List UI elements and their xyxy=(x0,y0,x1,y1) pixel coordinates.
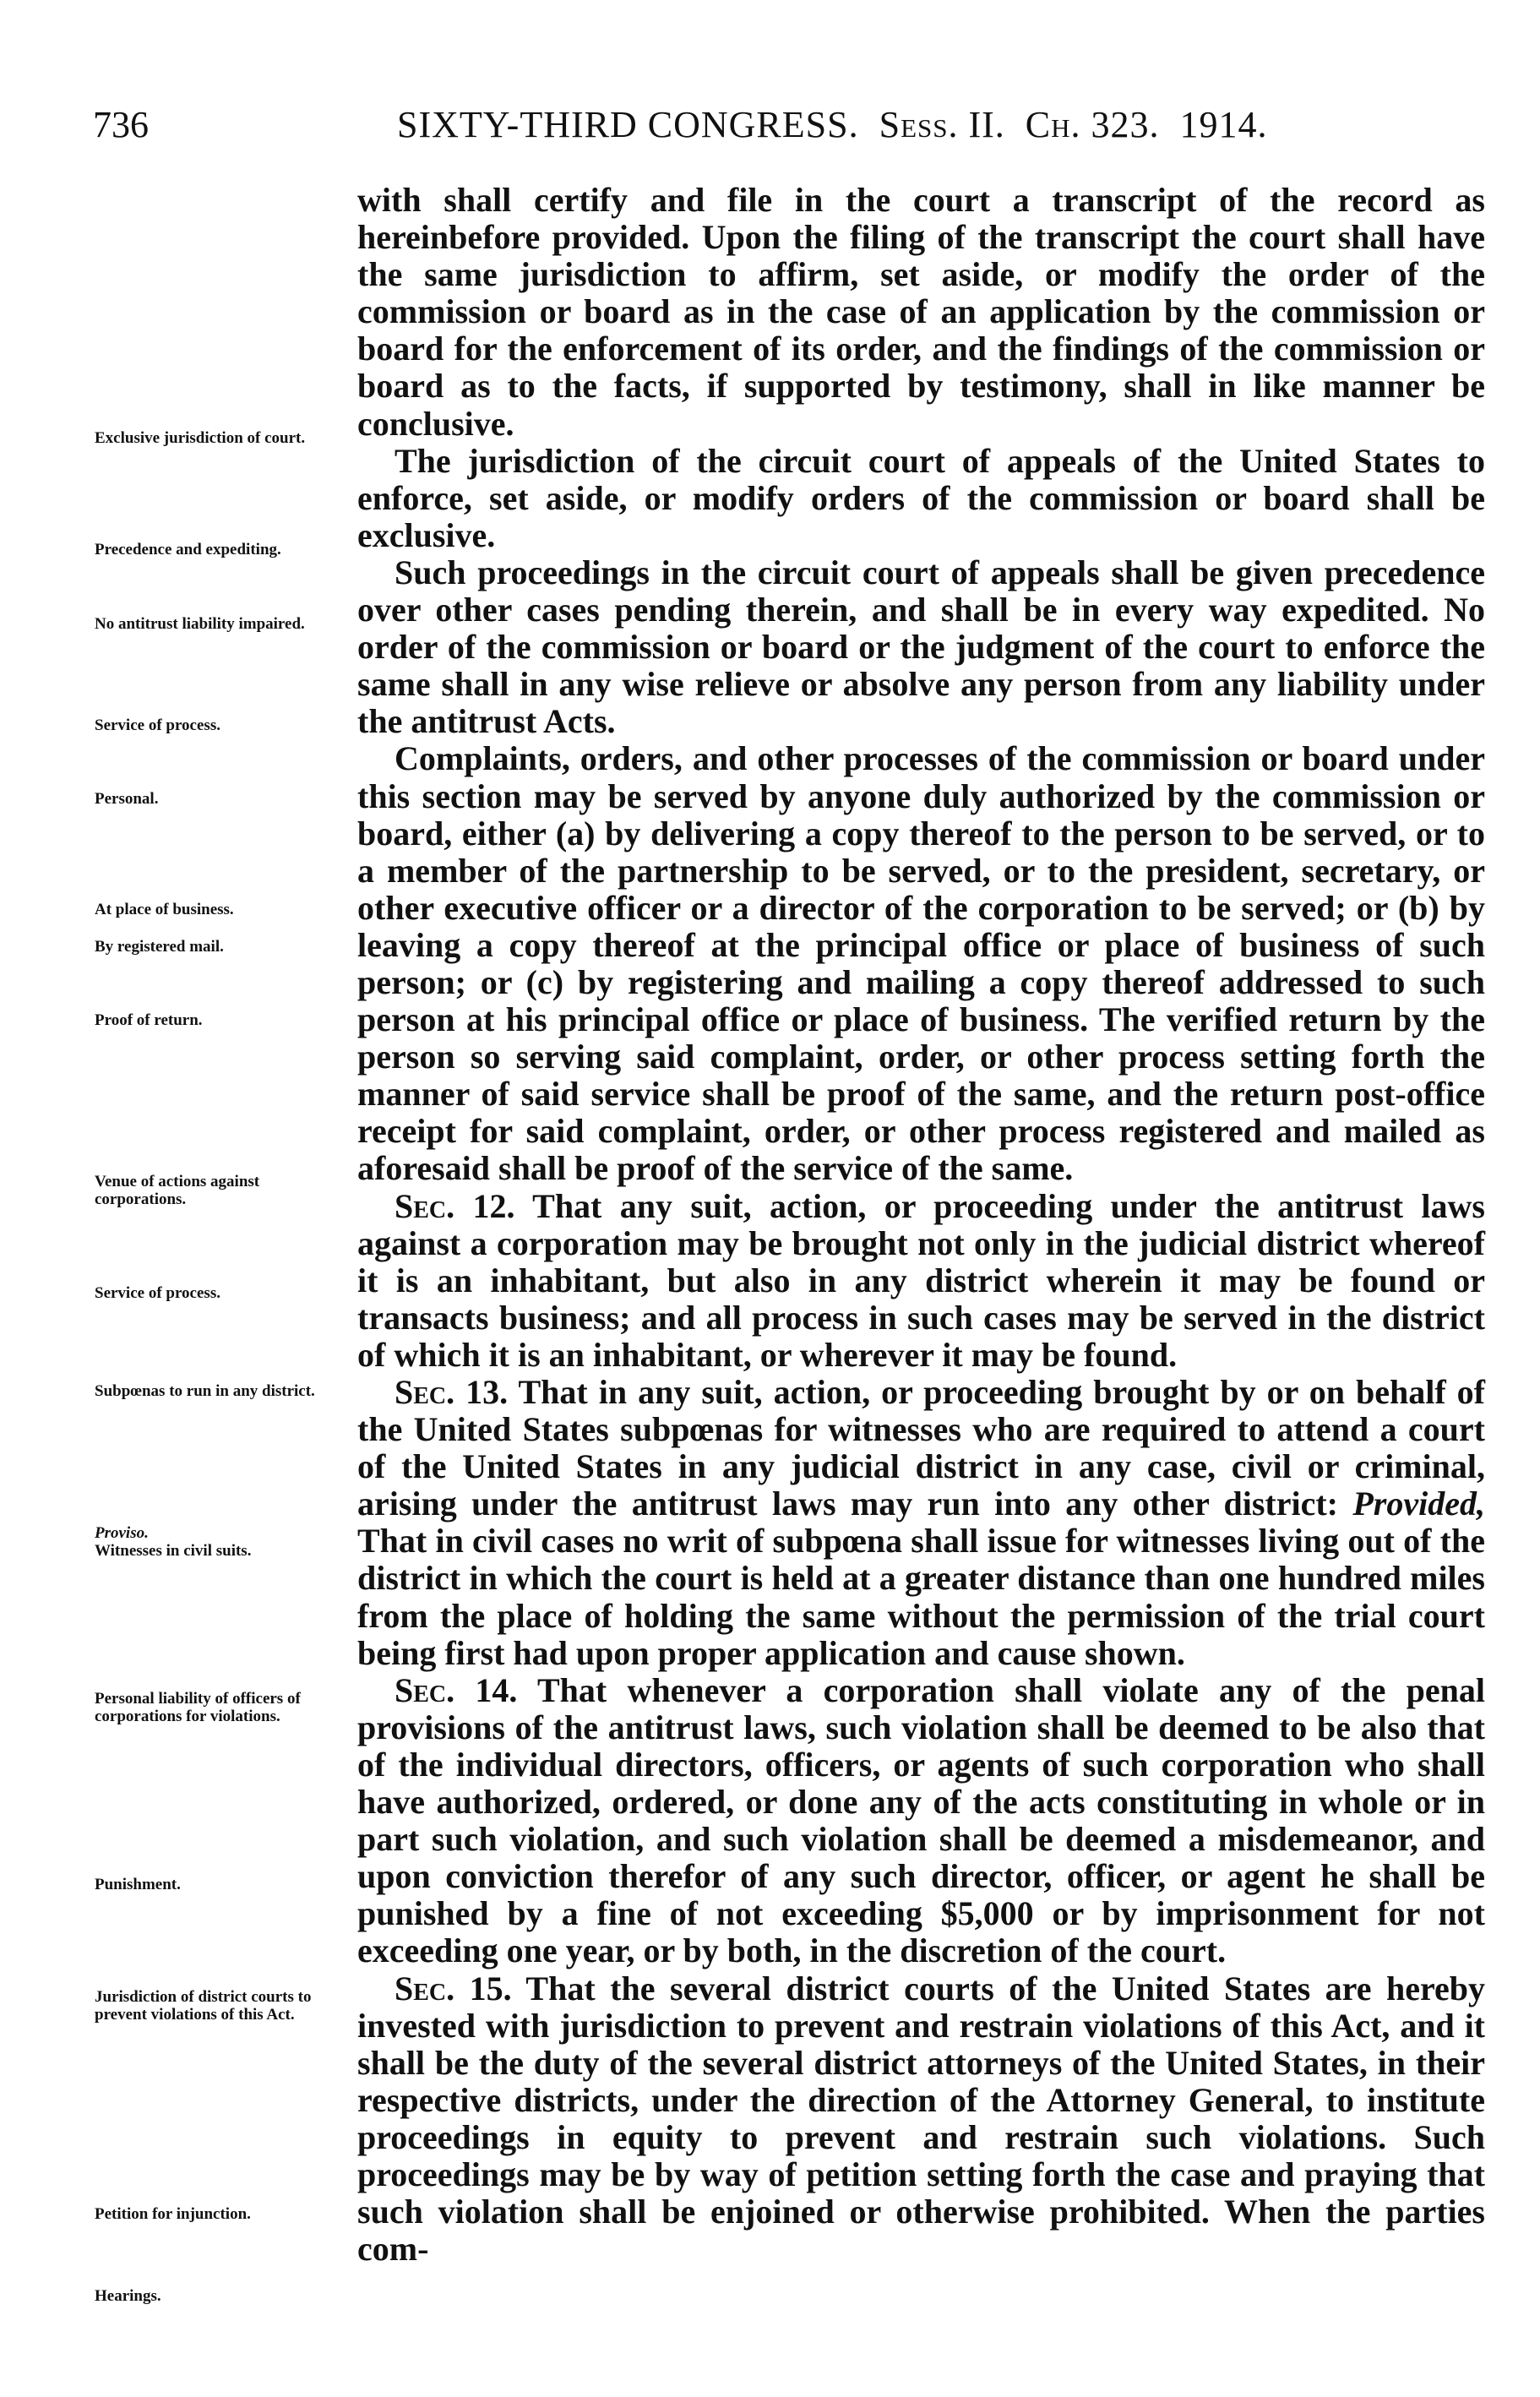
section-14 xyxy=(357,1672,1485,1970)
running-title-congress: SIXTY-THIRD CONGRESS. xyxy=(397,104,859,145)
note-proof-of-return: Proof of return. xyxy=(95,1011,203,1029)
note-personal: Personal. xyxy=(95,790,159,808)
note-exclusive-jurisdiction: Exclusive jurisdiction of court. xyxy=(95,429,306,447)
note-proviso-text: Witnesses in civil suits. xyxy=(95,1542,252,1560)
section-12 xyxy=(357,1188,1485,1374)
running-title-chapter: Ch. 323. xyxy=(1025,104,1160,145)
note-hearings: Hearings. xyxy=(95,2287,161,2305)
section-14-label: Sec. 14. xyxy=(395,1670,518,1709)
note-service-of-process: Service of process. xyxy=(95,716,220,734)
note-punishment: Punishment. xyxy=(95,1876,181,1893)
section-15-label: Sec. 15. xyxy=(395,1969,512,2007)
note-petition: Petition for injunction. xyxy=(95,2205,251,2223)
note-proviso-label: Proviso. xyxy=(95,1524,149,1542)
paragraph-continuation: with shall certify and file in the court a transcript of the record as hereinbefore provided. Upon the filing of the transcript the court shall have the same jurisdiction to affirm, set aside, or modify the order of the commission or board as in the case of an application by the commission or board for the enforcement of its order, and the findings of the commission or board as to the facts, if supported by testimony, shall in like manner be conclusive. xyxy=(357,181,1485,443)
note-at-place-of-business: At place of business. xyxy=(95,901,234,918)
page-header xyxy=(93,100,1445,150)
note-by-registered-mail: By registered mail. xyxy=(95,938,224,956)
page-number: 736 xyxy=(93,104,149,145)
section-13-label: Sec. 13. xyxy=(395,1373,509,1411)
note-service-of-process-2: Service of process. xyxy=(95,1284,220,1302)
running-title-session: Sess. II. xyxy=(879,104,1005,145)
note-proviso xyxy=(95,1524,348,1560)
section-15-text: That the several district courts of the United States are hereby invested with jurisdiction to prevent and restrain violations of this Act, and it shall be the duty of the several district attorneys of the United States, in their respective districts, under the direction of the Attorney General, to institute proceedings in equity to prevent and restrain such violations. Such proceedings may be by way of petition setting forth the case and praying that such violation shall be enjoined or otherwise prohibited. When the parties com- xyxy=(357,1969,1485,2269)
section-14-text: That whenever a corporation shall violate any of the penal provisions of the antitrust laws, such violation shall be deemed to be also that of the individual directors, officers, or agents of such corporation who shall have authorized, ordered, or done any of the acts constituting in whole or in part such violation, and such violation shall be deemed a misdemeanor, and upon conviction therefor of any such director, officer, or agent he shall be punished by a fine of not exceeding $5,000 or by imprisonment for not exceeding one year, or by both, in the discretion of the court. xyxy=(357,1670,1485,1970)
section-13 xyxy=(357,1374,1485,1672)
note-personal-liability: Personal liability of officers of corporations for violations. xyxy=(95,1690,301,1725)
note-precedence: Precedence and expediting. xyxy=(95,541,281,558)
main-text-column xyxy=(357,182,1485,2268)
section-12-text: That any suit, action, or proceeding under the antitrust laws against a corporation may be brought not only in the judicial district whereof it is an inhabitant, but also in any district wherein it may be found or transacts business; and all process in such cases may be served in the district of which it is an inhabitant, or wherever it may be found. xyxy=(357,1186,1485,1374)
section-13-provided: Provided, xyxy=(1352,1485,1485,1523)
note-jurisdiction-district: Jurisdiction of district courts to prevent violations of this Act. xyxy=(95,1988,312,2024)
note-venue: Venue of actions against corporations. xyxy=(95,1173,260,1208)
note-no-antitrust-liability: No antitrust liability impaired. xyxy=(95,615,305,633)
note-subpoenas: Subpœnas to run in any district. xyxy=(95,1382,315,1400)
running-title xyxy=(397,100,1268,150)
section-13-text-b: That in civil cases no writ of subpœna shall issue for witnesses living out of the district in which the court is held at a greater distance than one hundred miles from the place of holding the same without the permission of the trial court being first had upon proper application and cause shown. xyxy=(357,1522,1485,1672)
paragraph-service-of-process: Complaints, orders, and other processes of the commission or board under this section may be served by anyone duly authorized by the commission or board, either (a) by delivering a copy thereof to the person to be served, or to a member of the partnership to be served, or to the president, secretary, or other executive officer or a director of the corporation to be served; or (b) by leaving a copy thereof at the principal office or place of business of such person; or (c) by registering and mailing a copy thereof addressed to such person at his principal office or place of business. The verified return by the person so serving said complaint, order, or other process setting forth the manner of said service shall be proof of the same, and the return post-office receipt for said complaint, order, or other process registered and mailed as aforesaid shall be proof of the service of the same. xyxy=(357,739,1485,1188)
section-15 xyxy=(357,1970,1485,2269)
paragraph-exclusive-jurisdiction: The jurisdiction of the circuit court of appeals of the United States to enforce, set aside, or modify orders of the commission or board shall be exclusive. xyxy=(357,441,1485,554)
section-13-text-a: That in any suit, action, or proceeding brought by or on behalf of the United States subpœnas for witnesses who are required to attend a court of the United States in any judicial district in any case, civil or criminal, arising under the antitrust laws may run into any other district: xyxy=(357,1373,1485,1523)
paragraph-precedence: Such proceedings in the circuit court of appeals shall be given precedence over other cases pending therein, and shall be in every way expedited. No order of the commission or board or the judgment of the court to enforce the same shall in any wise relieve or absolve any person from any liability under the antitrust Acts. xyxy=(357,553,1485,741)
running-title-year: 1914. xyxy=(1179,104,1268,145)
section-12-label: Sec. 12. xyxy=(395,1186,515,1225)
